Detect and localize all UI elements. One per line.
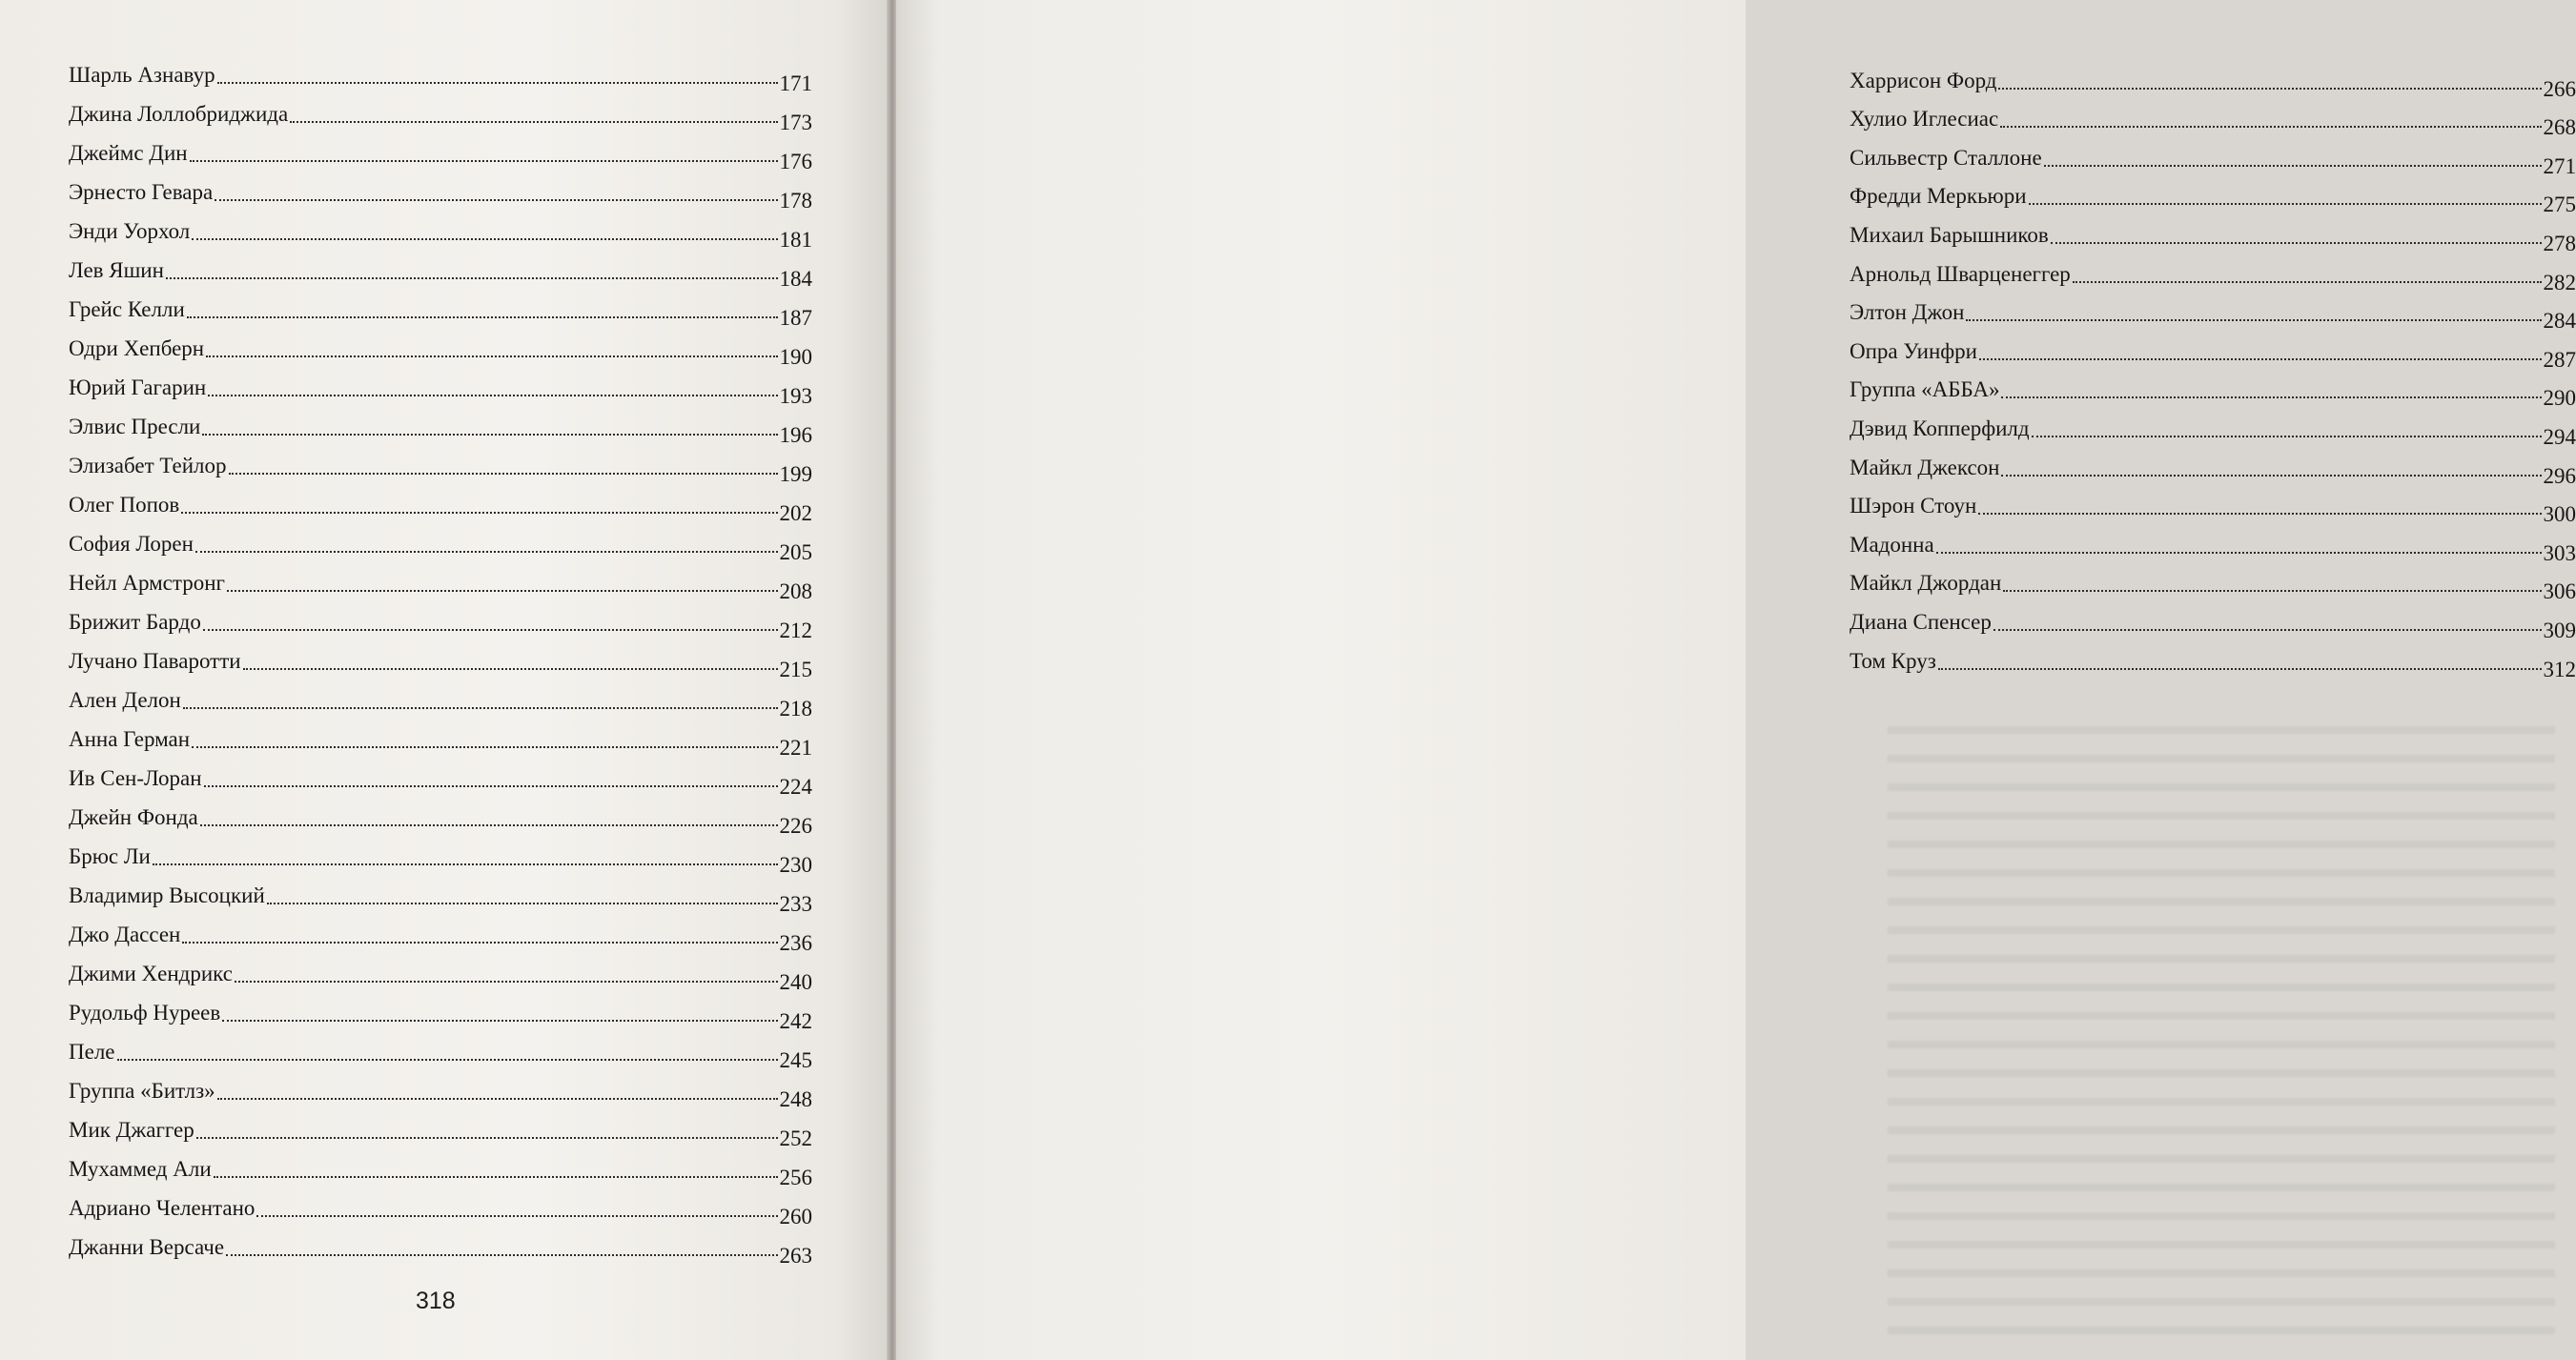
showthrough-texture: [1888, 705, 2555, 1334]
dot-leader: [206, 355, 777, 357]
toc-entry: [1850, 288, 2576, 334]
toc-entry: [69, 753, 812, 799]
toc-entry: [69, 401, 812, 447]
toc-entry-page: 271: [2543, 153, 2576, 178]
toc-entry-name: Эрнесто Гевара: [69, 180, 214, 204]
dot-leader: [267, 903, 778, 904]
toc-entry-name: Брюс Ли: [69, 844, 151, 868]
dot-leader: [203, 629, 778, 631]
toc-entry-name: Элтон Джон: [1850, 300, 1965, 325]
toc-entry: [69, 518, 812, 564]
toc-entry-name: Джими Хендрикс: [69, 962, 233, 985]
toc-entry-name: Группа «Битлз»: [69, 1079, 215, 1103]
toc-entry: [1850, 132, 2576, 178]
toc-entry-name: Группа «АББА»: [1850, 377, 2000, 402]
toc-entry: [69, 714, 812, 760]
toc-entry: [69, 597, 812, 642]
toc-entry: [69, 284, 812, 330]
dot-leader: [217, 82, 778, 84]
toc-entry: [69, 831, 812, 877]
toc-entry-name: Энди Уорхол: [69, 219, 191, 243]
dot-leader: [2032, 436, 2542, 437]
toc-entry-page: 199: [779, 462, 812, 486]
toc-entry: [1850, 55, 2576, 101]
toc-entry: [1850, 636, 2576, 681]
toc-entry: [1850, 442, 2576, 488]
toc-entry-page: 224: [779, 775, 812, 799]
toc-entry: [69, 792, 812, 838]
dot-leader: [243, 668, 778, 670]
dot-leader: [153, 863, 778, 865]
toc-entry-name: Джанни Версаче: [69, 1235, 225, 1259]
toc-entry: [69, 948, 812, 994]
toc-entry-name: Майкл Джексон: [1850, 455, 2000, 479]
toc-entry-name: Джейн Фонда: [69, 805, 198, 829]
dot-leader: [208, 395, 777, 396]
toc-entry: [1850, 519, 2576, 565]
toc-entry: [69, 362, 812, 408]
toc-entry-page: 236: [779, 931, 812, 955]
toc-entry-name: Элизабет Тейлор: [69, 454, 227, 477]
toc-entry-name: Харрисон Форд: [1850, 68, 1997, 92]
toc-entry-page: 181: [779, 228, 812, 252]
dot-leader: [2073, 281, 2542, 283]
toc-entry-name: Опра Уинфри: [1850, 338, 1977, 363]
toc-entry: [1850, 365, 2576, 411]
toc-entry-page: 230: [779, 853, 812, 877]
toc-entry: [69, 440, 812, 486]
dot-leader: [183, 707, 778, 709]
toc-entry: [69, 167, 812, 213]
toc-entry-page: 252: [779, 1127, 812, 1150]
dot-leader: [202, 434, 777, 436]
toc-entry-name: Брижит Бардо: [69, 610, 201, 634]
toc-entry-name: Джина Лоллобриджида: [69, 102, 289, 126]
toc-entry: [69, 870, 812, 916]
toc-entry-name: Адриано Челентано: [69, 1196, 256, 1220]
toc-entry-name: Рудольф Нуреев: [69, 1001, 221, 1025]
toc-entry-name: Сильвестр Сталлоне: [1850, 145, 2042, 170]
toc-entry: [1850, 403, 2576, 449]
toc-entry-name: Грейс Келли: [69, 297, 185, 321]
toc-entry-page: 248: [779, 1087, 812, 1111]
toc-entry-page: 278: [2543, 231, 2576, 255]
toc-entry: [69, 675, 812, 721]
toc-entry-name: Лев Яшин: [69, 258, 164, 282]
toc-entry-name: Том Круз: [1850, 648, 1936, 673]
toc-entry-page: 218: [779, 697, 812, 721]
dot-leader: [2029, 203, 2542, 205]
toc-entry-page: 173: [779, 111, 812, 134]
toc-entry-name: Майкл Джордан: [1850, 571, 2002, 596]
dot-leader: [1979, 358, 2542, 360]
dot-leader: [1966, 319, 2541, 321]
dot-leader: [1993, 629, 2542, 631]
dot-leader: [222, 1020, 777, 1022]
toc-entry-page: 245: [779, 1048, 812, 1072]
toc-entry-page: 205: [779, 540, 812, 564]
toc-entry-name: Олег Попов: [69, 493, 180, 517]
toc-entry-page: 226: [779, 814, 812, 838]
toc-entry: [69, 1026, 812, 1072]
toc-entry: [1850, 172, 2576, 217]
page-number: 318: [416, 1288, 456, 1314]
toc-entry: [1850, 481, 2576, 527]
dot-leader: [187, 316, 778, 318]
dot-leader: [192, 746, 777, 748]
toc-entry: [69, 1105, 812, 1150]
toc-entry-name: Нейл Армстронг: [69, 571, 225, 595]
toc-entry-page: 312: [2543, 657, 2576, 681]
dot-leader: [1978, 513, 2541, 515]
toc-entry-page: 284: [2543, 309, 2576, 334]
toc-entry-name: Элвис Пресли: [69, 415, 201, 438]
right-table-of-contents: [1850, 55, 2576, 681]
dot-leader: [290, 121, 777, 123]
toc-entry: [69, 206, 812, 252]
toc-entry-name: Михаил Барышников: [1850, 222, 2049, 247]
toc-entry-page: 294: [2543, 424, 2576, 449]
toc-entry-name: Шэрон Стоун: [1850, 494, 1977, 518]
toc-entry-page: 303: [2543, 540, 2576, 565]
toc-entry-page: 268: [2543, 115, 2576, 140]
toc-entry-name: Анна Герман: [69, 727, 191, 751]
toc-entry-name: София Лорен: [69, 532, 194, 556]
toc-entry-page: 240: [779, 970, 812, 994]
toc-entry-page: 215: [779, 658, 812, 681]
left-table-of-contents: [69, 50, 812, 1268]
toc-entry-page: 300: [2543, 502, 2576, 527]
dot-leader: [200, 824, 778, 826]
toc-entry: [69, 1144, 812, 1189]
toc-entry-page: 202: [779, 501, 812, 525]
toc-entry-name: Мик Джаггер: [69, 1118, 194, 1142]
toc-entry-page: 266: [2543, 76, 2576, 101]
toc-entry: [69, 1222, 812, 1268]
toc-entry: [69, 89, 812, 134]
toc-entry: [1850, 326, 2576, 372]
dot-leader: [192, 238, 777, 240]
toc-entry-name: Пеле: [69, 1040, 115, 1064]
dot-leader: [227, 590, 778, 592]
toc-entry: [69, 987, 812, 1033]
toc-entry: [1850, 558, 2576, 604]
dot-leader: [1998, 88, 2541, 90]
toc-entry-page: 260: [779, 1205, 812, 1228]
toc-entry-page: 275: [2543, 193, 2576, 217]
toc-entry-page: 282: [2543, 270, 2576, 294]
toc-entry: [69, 479, 812, 525]
dot-leader: [1936, 552, 2542, 554]
dot-leader: [190, 160, 778, 162]
toc-entry-page: 221: [779, 736, 812, 760]
toc-entry-name: Дэвид Копперфилд: [1850, 416, 2030, 440]
dot-leader: [2044, 165, 2542, 167]
toc-entry-page: 193: [779, 384, 812, 408]
toc-entry: [69, 50, 812, 95]
toc-entry-page: 309: [2543, 618, 2576, 642]
dot-leader: [2003, 590, 2541, 592]
dot-leader: [166, 277, 778, 279]
dot-leader: [215, 199, 777, 201]
dot-leader: [2051, 242, 2542, 244]
toc-entry-page: 187: [779, 306, 812, 330]
toc-entry-name: Арнольд Шварценеггер: [1850, 261, 2071, 286]
dot-leader: [256, 1215, 777, 1217]
dot-leader: [195, 551, 778, 553]
toc-entry-page: 306: [2543, 579, 2576, 604]
toc-entry-name: Мухаммед Али: [69, 1157, 212, 1181]
dot-leader: [229, 473, 778, 475]
toc-entry: [69, 636, 812, 681]
dot-leader: [226, 1254, 777, 1256]
toc-entry: [69, 323, 812, 369]
toc-entry-page: 242: [779, 1009, 812, 1033]
toc-entry-page: 296: [2543, 463, 2576, 488]
toc-entry-name: Джеймс Дин: [69, 141, 188, 165]
dot-leader: [2001, 396, 2541, 398]
toc-entry: [69, 1066, 812, 1111]
toc-entry-page: 184: [779, 267, 812, 291]
toc-entry-page: 208: [779, 579, 812, 603]
dot-leader: [217, 1098, 778, 1100]
toc-entry: [69, 245, 812, 291]
toc-entry: [1850, 210, 2576, 255]
toc-entry: [69, 909, 812, 955]
toc-entry-name: Юрий Гагарин: [69, 376, 207, 399]
dot-leader: [214, 1176, 778, 1178]
toc-entry-name: Ален Делон: [69, 688, 181, 712]
toc-entry-name: Хулио Иглесиас: [1850, 107, 1999, 132]
dot-leader: [235, 981, 778, 983]
toc-entry-name: Мадонна: [1850, 532, 1934, 557]
toc-entry-page: 256: [779, 1166, 812, 1189]
toc-entry: [69, 1183, 812, 1228]
toc-entry-name: Шарль Азнавур: [69, 63, 215, 87]
toc-entry-page: 190: [779, 345, 812, 369]
toc-entry-page: 233: [779, 892, 812, 916]
toc-entry-page: 287: [2543, 347, 2576, 372]
dot-leader: [182, 942, 777, 944]
toc-entry-name: Диана Спенсер: [1850, 609, 1992, 634]
toc-entry-name: Владимир Высоцкий: [69, 883, 265, 907]
toc-entry: [69, 128, 812, 173]
toc-entry-page: 212: [779, 619, 812, 642]
left-page: [0, 0, 889, 1360]
toc-entry: [1850, 597, 2576, 642]
dot-leader: [1938, 668, 2542, 670]
toc-entry-name: Ив Сен-Лоран: [69, 766, 202, 790]
dot-leader: [196, 1137, 778, 1139]
dot-leader: [204, 785, 778, 787]
toc-entry: [69, 558, 812, 603]
dot-leader: [2000, 126, 2541, 128]
toc-entry: [1850, 94, 2576, 140]
toc-entry-page: 290: [2543, 386, 2576, 411]
toc-entry-page: 263: [779, 1244, 812, 1268]
toc-entry-name: Лучано Паваротти: [69, 649, 241, 673]
toc-entry: [1850, 249, 2576, 294]
toc-entry-page: 171: [779, 71, 812, 95]
toc-entry-page: 176: [779, 150, 812, 173]
right-page: [896, 0, 2576, 1360]
toc-entry-name: Фредди Меркьюри: [1850, 184, 2027, 209]
dot-leader: [2001, 475, 2541, 477]
toc-entry-page: 178: [779, 189, 812, 213]
toc-entry-page: 196: [779, 423, 812, 447]
toc-entry-name: Одри Хепберн: [69, 336, 205, 360]
toc-entry-name: Джо Дассен: [69, 923, 181, 946]
dot-leader: [181, 512, 777, 514]
dot-leader: [117, 1059, 778, 1061]
